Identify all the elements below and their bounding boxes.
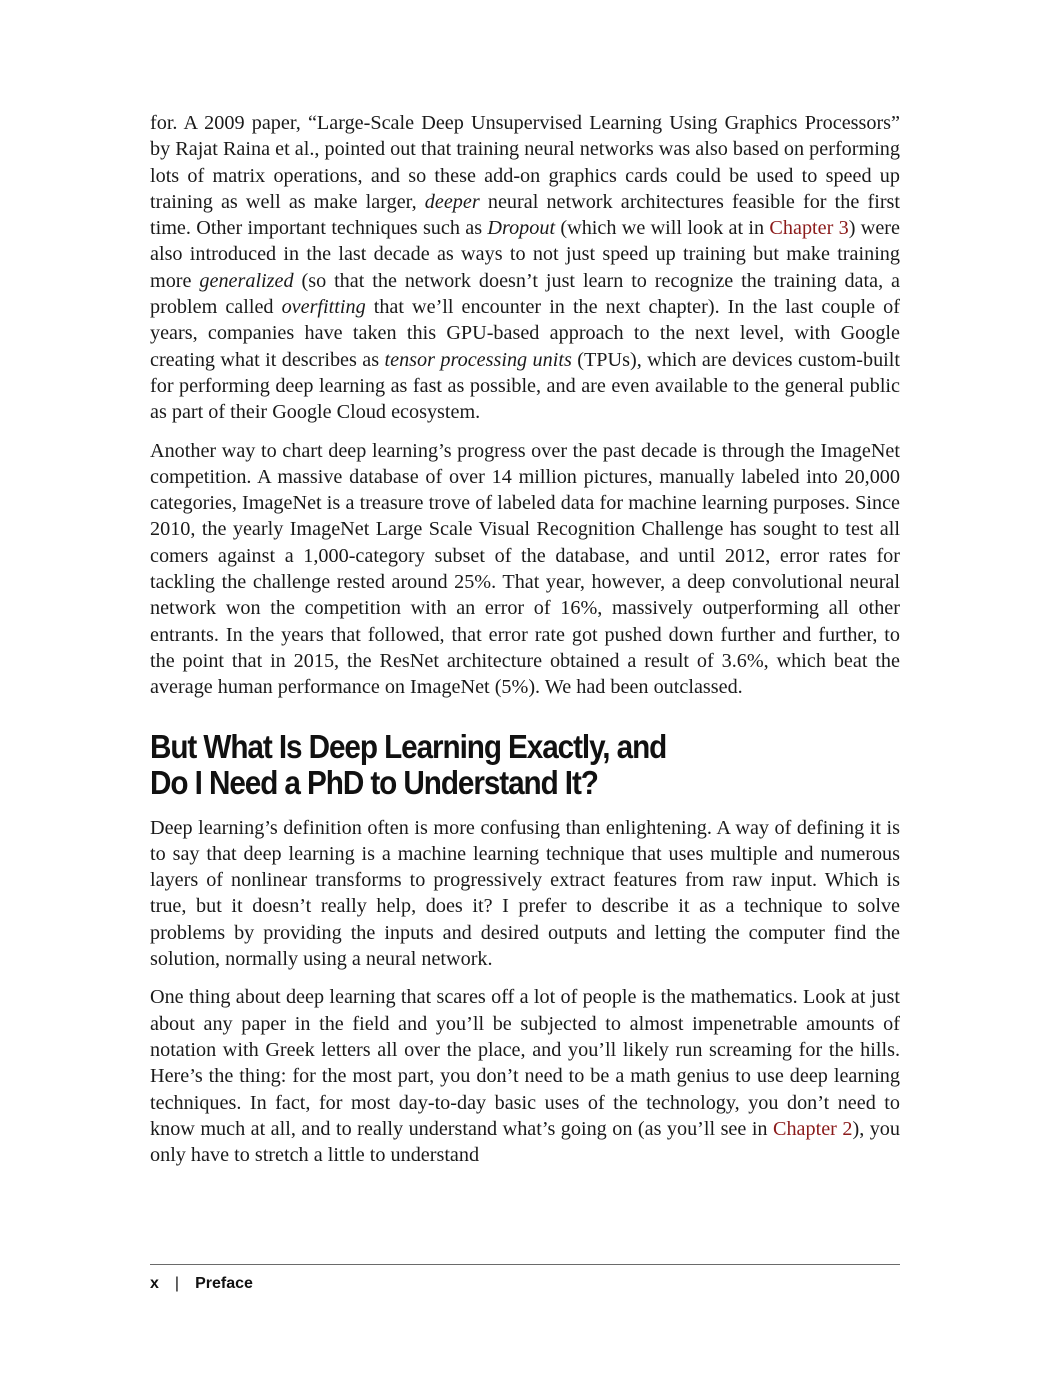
paragraphs-before-heading bbox=[150, 110, 900, 701]
chapter-link[interactable]: Chapter 3 bbox=[769, 217, 849, 240]
page-number: x bbox=[150, 1275, 159, 1292]
paragraph bbox=[150, 815, 900, 973]
section-heading bbox=[150, 729, 825, 801]
text-run: (so that the network doesn’t just learn to recognize the training data, a problem called bbox=[150, 269, 900, 319]
heading-line-1: But What Is Deep Learning Exactly, and bbox=[150, 727, 667, 765]
italic-text: overfitting bbox=[281, 296, 366, 319]
text-run: ), you only have to stretch a little to understand bbox=[150, 1117, 900, 1167]
text-run: (TPUs), which are devices custom-built for performing deep learning as fast as possible, and are even available to the general public as part of their Google Cloud ecosystem. bbox=[150, 348, 900, 424]
chapter-link[interactable]: Chapter 2 bbox=[773, 1117, 853, 1140]
text-run: that we’ll encounter in the next chapter). In the last couple of years, companies have taken this GPU-based approach to the next level, with Google creating what it describes as bbox=[150, 296, 900, 371]
text-run: Another way to chart deep learning’s progress over the past decade is through the ImageNet competition. A massive database of over 14 million pictures, manually labeled into 20,000 categories, ImageNet is a treasure trove of labeled data for machine learning purposes. Since 2010, the yearly ImageNet Large Scale Visual Recognition Challenge has sought to test all comers against a 1,000-category subset of the database, and until 2012, error rates for tackling the challenge rested around 25%. That year, however, a deep convolutional neural network won the competition with an error of 16%, massively outperforming all other entrants. In the years that followed, that error rate got pushed down further and further, to the point that in 2015, the ResNet architecture obtained a result of 3.6%, which beat the average human performance on ImageNet (5%). We had been outclassed. bbox=[150, 439, 900, 699]
text-run: ) were also introduced in the last decade as ways to not just speed up training but make training more bbox=[150, 217, 900, 292]
text-run: neural network architectures feasible for the first time. Other important techniques such as bbox=[150, 190, 901, 240]
footer-row bbox=[150, 1275, 253, 1293]
footer-separator: | bbox=[174, 1275, 180, 1292]
paragraph bbox=[150, 110, 900, 426]
italic-text: Dropout bbox=[487, 217, 556, 240]
text-run: One thing about deep learning that scares off a lot of people is the mathematics. Look at just about any paper in the field and you’ll be subjected to almost impenetrable amounts of notation with Greek letters all over the place, and you’ll likely run screaming for the hills. Here’s the thing: for the most part, you don’t need to be a math genius to use deep learning techniques. In fact, for most day-to-day basic uses of the technology, you don’t need to know much at all, and to really understand what’s going on (as you’ll see in bbox=[150, 986, 900, 1140]
heading-line-2: Do I Need a PhD to Understand It? bbox=[150, 763, 598, 801]
footer-section: Preface bbox=[195, 1275, 253, 1292]
text-run: (which we will look at in bbox=[555, 217, 770, 240]
paragraph bbox=[150, 438, 900, 701]
text-run: Deep learning’s definition often is more confusing than enlightening. A way of defining it is to say that deep learning is a machine learning technique that uses multiple and numerous layers of nonlinear transforms to progressively extract features from raw input. Which is true, but it doesn’t really help, does it? I prefer to describe it as a technique to solve problems by providing the inputs and desired outputs and letting the computer find the solution, normally using a neural network. bbox=[150, 816, 900, 971]
text-run: for. A 2009 paper, “Large-Scale Deep Unsupervised Learning Using Graphics Processors” by Rajat Raina et al., pointed out that training neural networks was also based on performing lots of matrix operations, and so these add-on graphics cards could be used to speed up training as well as make larger, bbox=[150, 112, 900, 213]
page-body bbox=[150, 110, 900, 1180]
italic-text: tensor processing units bbox=[384, 348, 572, 371]
paragraph bbox=[150, 984, 900, 1168]
italic-text: generalized bbox=[199, 269, 294, 292]
italic-text: deeper bbox=[424, 190, 480, 213]
paragraphs-after-heading bbox=[150, 815, 900, 1169]
page-footer bbox=[150, 1264, 900, 1292]
